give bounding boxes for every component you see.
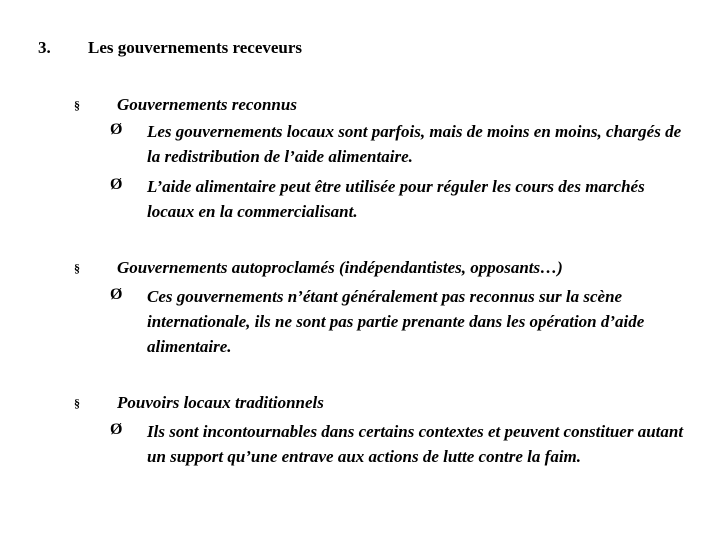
arrow-bullet-icon: Ø <box>110 121 123 138</box>
arrow-bullet-icon: Ø <box>110 176 123 193</box>
arrow-bullet-icon: Ø <box>110 421 123 438</box>
heading-title: Les gouvernements receveurs <box>88 38 303 57</box>
section-bullet: § <box>74 396 80 410</box>
list-item-text: Ces gouvernements n’étant généralement pas reconnus sur la scène internationale, ils ne sont pas partie prenante dans les opération d’aide alimentaire. <box>147 287 645 356</box>
list-item-text: Ils sont incontournables dans certains contextes et peuvent constituer autant un support qu’une entrave aux actions de lutte contre la faim. <box>147 422 684 466</box>
list-item-text: L’aide alimentaire peut être utilisée pour réguler les cours des marchés locaux en la commercialisant. <box>147 177 645 221</box>
section-title: Gouvernements reconnus <box>117 95 297 114</box>
arrow-bullet-icon: Ø <box>110 286 123 303</box>
section-title: Pouvoirs locaux traditionnels <box>117 393 324 412</box>
section-bullet: § <box>74 98 80 112</box>
heading-number: 3. <box>38 38 51 57</box>
section-title: Gouvernements autoproclamés (indépendantistes, opposants…) <box>117 258 563 277</box>
section-bullet: § <box>74 261 80 275</box>
list-item-text: Les gouvernements locaux sont parfois, mais de moins en moins, chargés de la redistribution de l’aide alimentaire. <box>147 122 682 166</box>
